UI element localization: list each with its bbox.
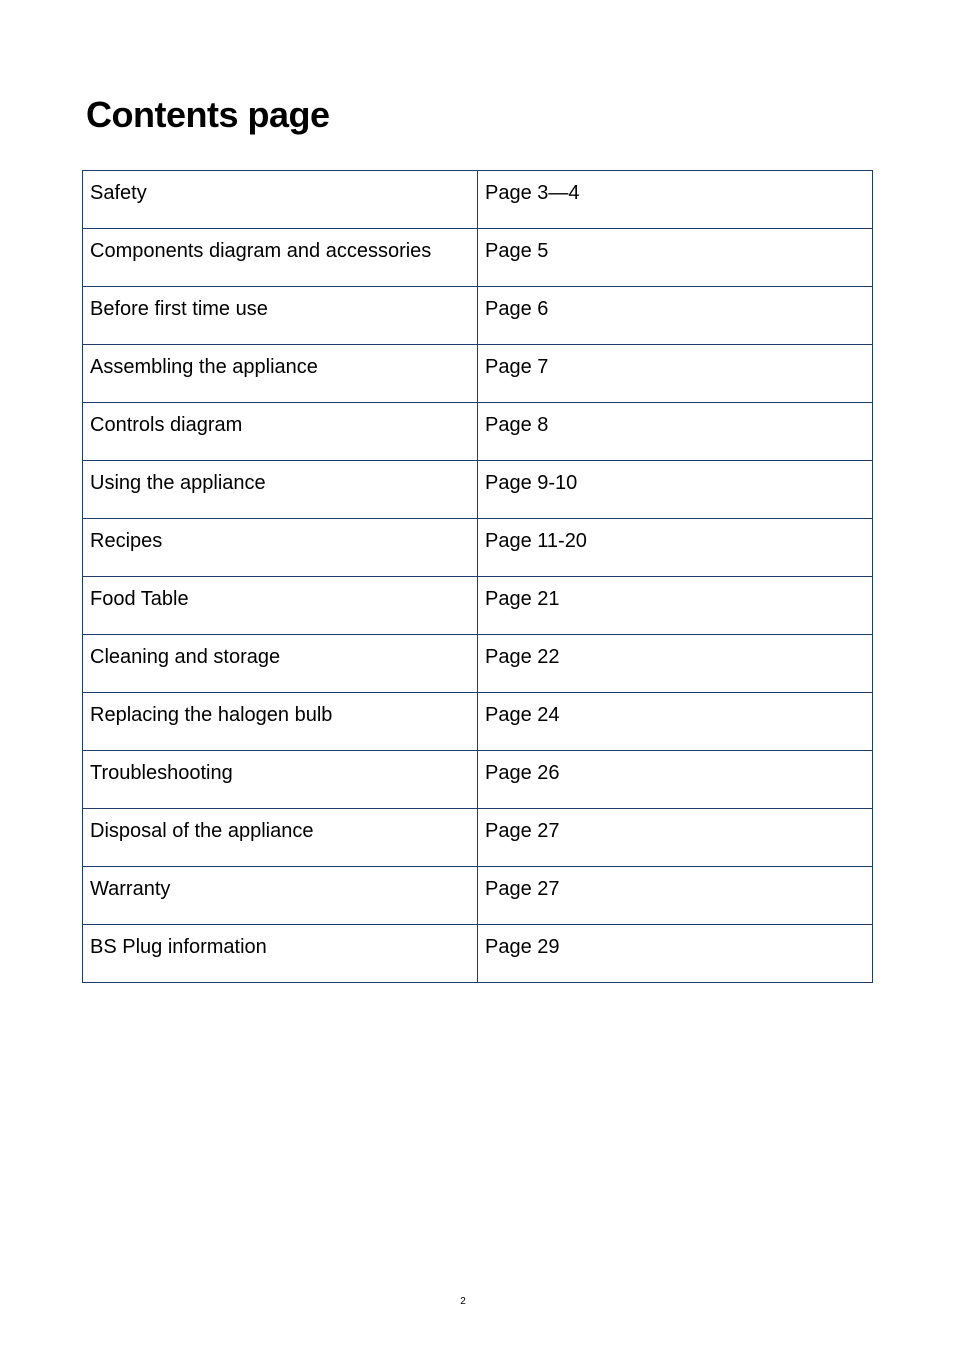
- section-page-ref: Page 29: [478, 925, 873, 983]
- section-title: Recipes: [83, 519, 478, 577]
- section-page-ref: Page 9-10: [478, 461, 873, 519]
- section-title: Cleaning and storage: [83, 635, 478, 693]
- page-number: 2: [460, 1296, 466, 1307]
- section-title: Food Table: [83, 577, 478, 635]
- table-row: [83, 809, 873, 867]
- section-title: Components diagram and accessories: [83, 229, 478, 287]
- section-page-ref: Page 5: [478, 229, 873, 287]
- section-page-ref: Page 26: [478, 751, 873, 809]
- section-page-ref: Page 6: [478, 287, 873, 345]
- section-title: Using the appliance: [83, 461, 478, 519]
- table-row: [83, 345, 873, 403]
- section-title: Troubleshooting: [83, 751, 478, 809]
- table-row: [83, 461, 873, 519]
- section-title: Safety: [83, 171, 478, 229]
- section-page-ref: Page 11-20: [478, 519, 873, 577]
- section-page-ref: Page 7: [478, 345, 873, 403]
- table-row: [83, 287, 873, 345]
- section-title: Controls diagram: [83, 403, 478, 461]
- section-page-ref: Page 21: [478, 577, 873, 635]
- section-page-ref: Page 27: [478, 809, 873, 867]
- table-row: [83, 171, 873, 229]
- table-row: [83, 751, 873, 809]
- section-title: Warranty: [83, 867, 478, 925]
- section-title: Disposal of the appliance: [83, 809, 478, 867]
- section-title: Before first time use: [83, 287, 478, 345]
- table-row: [83, 693, 873, 751]
- section-title: Replacing the halogen bulb: [83, 693, 478, 751]
- section-page-ref: Page 27: [478, 867, 873, 925]
- table-row: [83, 925, 873, 983]
- section-title: Assembling the appliance: [83, 345, 478, 403]
- table-row: [83, 635, 873, 693]
- table-row: [83, 403, 873, 461]
- table-row: [83, 229, 873, 287]
- section-page-ref: Page 24: [478, 693, 873, 751]
- section-page-ref: Page 22: [478, 635, 873, 693]
- table-row: [83, 867, 873, 925]
- table-row: [83, 577, 873, 635]
- table-row: [83, 519, 873, 577]
- section-title: BS Plug information: [83, 925, 478, 983]
- section-page-ref: Page 8: [478, 403, 873, 461]
- contents-table: [82, 170, 873, 983]
- page-title: Contents page: [86, 94, 330, 135]
- section-page-ref: Page 3—4: [478, 171, 873, 229]
